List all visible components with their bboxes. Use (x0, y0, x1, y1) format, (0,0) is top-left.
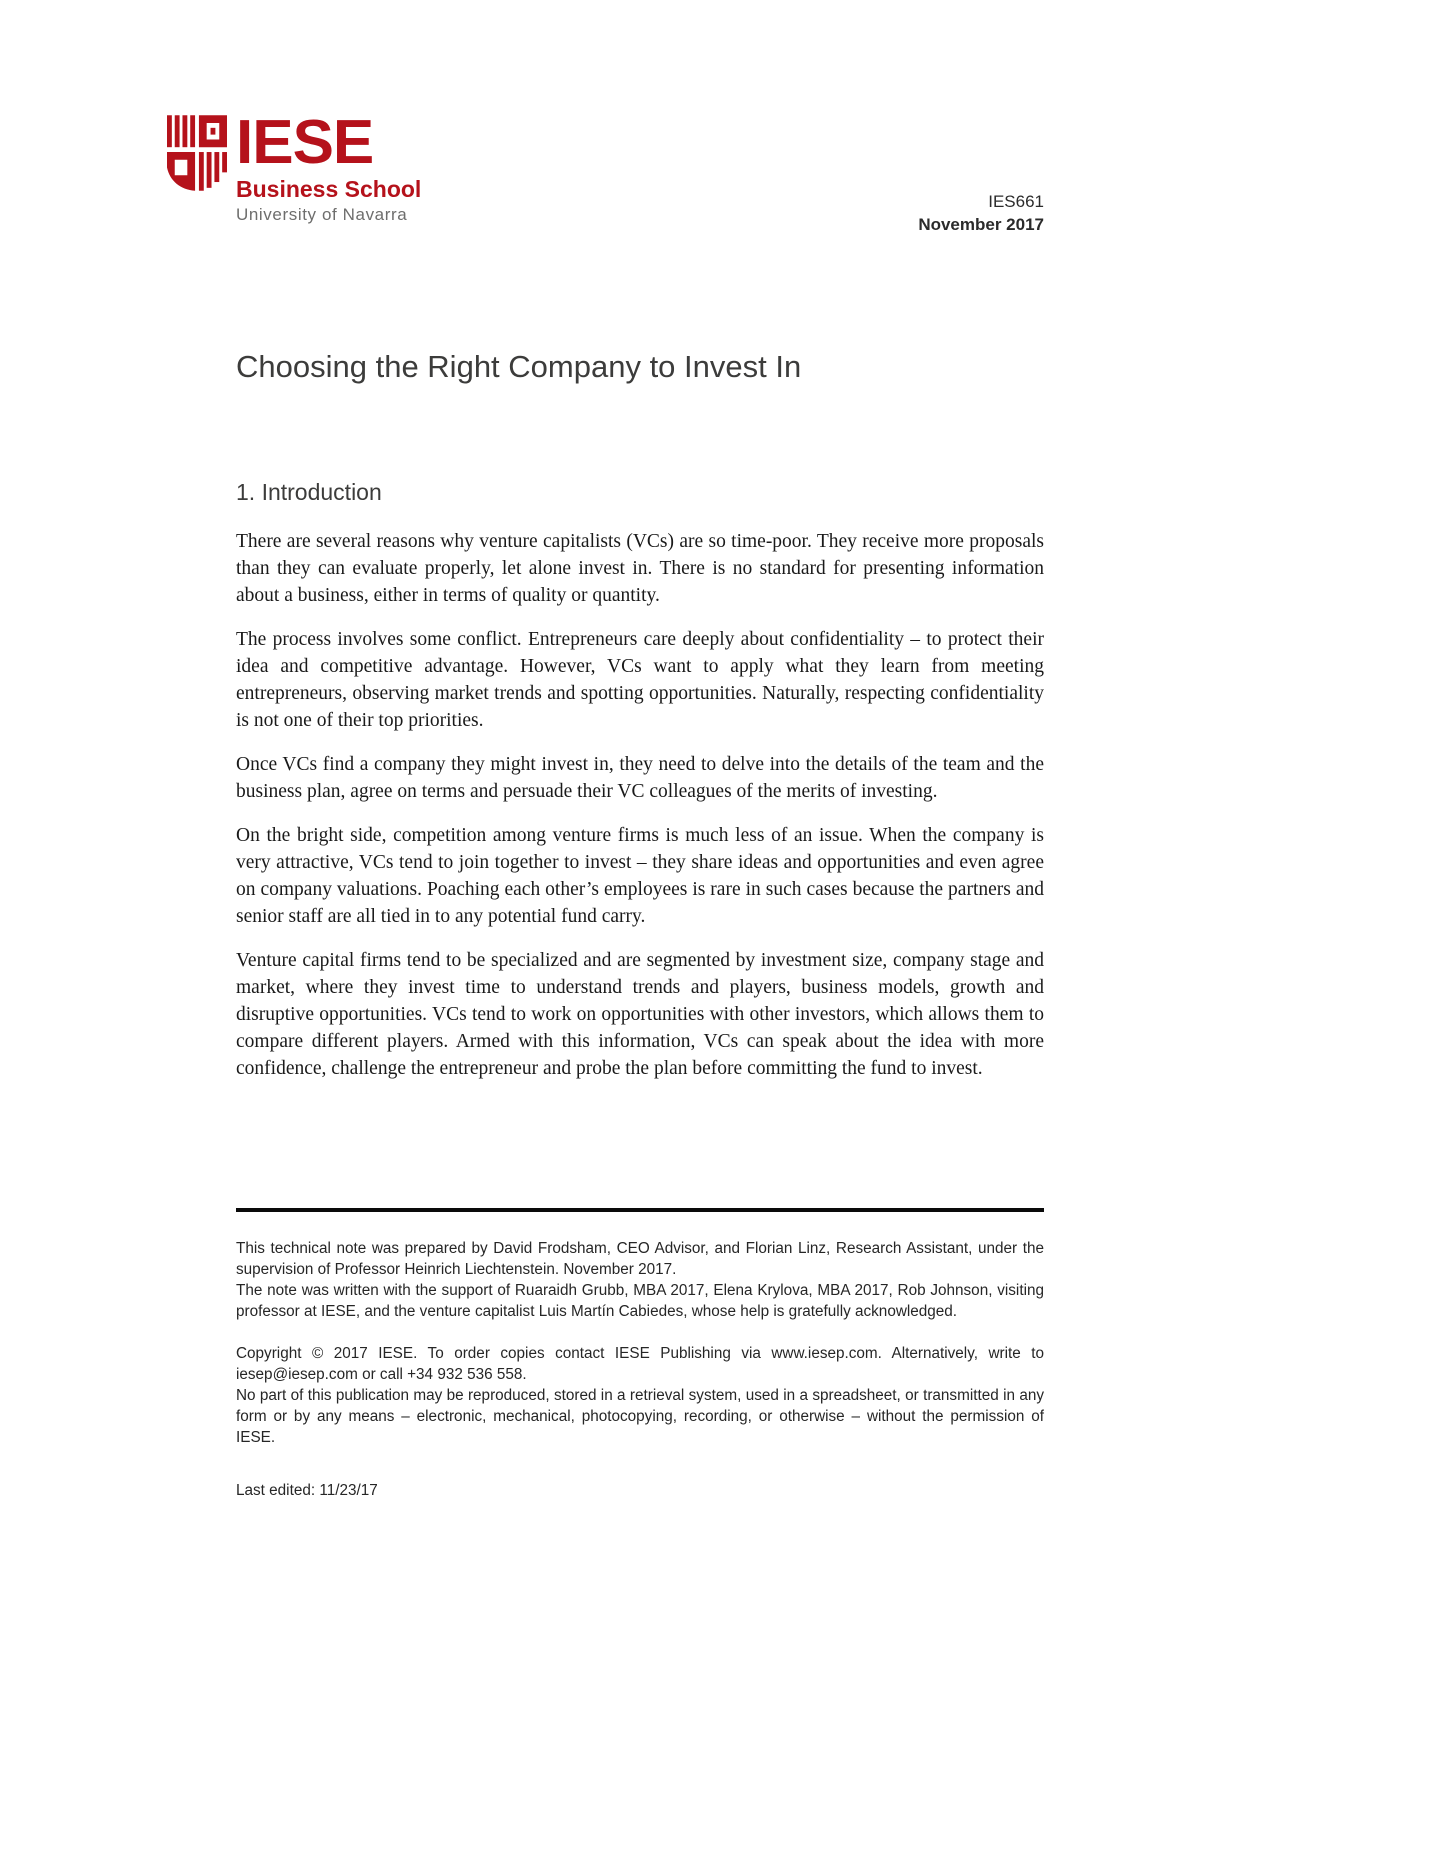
doc-date: November 2017 (918, 215, 1044, 234)
main-content (236, 478, 1044, 1099)
logo-university-of-navarra: University of Navarra (236, 205, 408, 224)
intro-paragraph-2: The process involves some conflict. Entrepreneurs care deeply about confidentiality – to protect their idea and competitive advantage. However, VCs want to apply what they learn from meeting entrepreneurs, observing market trends and spotting opportunities. Naturally, respecting confidentiality is not one of their top priorities. (236, 629, 1044, 731)
iese-shield-icon (167, 114, 227, 197)
logo-wordmark: IESE (236, 108, 374, 177)
page-title: Choosing the Right Company to Invest In (236, 349, 802, 384)
intro-paragraph-5: Venture capital firms tend to be specialized and are segmented by investment size, company stage and market, where they invest time to understand trends and players, business models, growth and disruptive opportunities. VCs tend to work on opportunities with other investors, which allows them to compare different players. Armed with this information, VCs can speak about the idea with more confidence, challenge the entrepreneur and probe the plan before committing the fund to invest. (236, 950, 1044, 1079)
footnote-copyright: Copyright © 2017 IESE. To order copies contact IESE Publishing via www.iesep.com. Alternatively, write to iesep@iesep.com or call +34 932 536 558. (236, 1345, 1044, 1383)
intro-paragraph-1: There are several reasons why venture capitalists (VCs) are so time-poor. They receive more proposals than they can evaluate properly, let alone invest in. There is no standard for presenting information about a business, either in terms of quality or quantity. (236, 531, 1044, 606)
section-heading-introduction: 1. Introduction (236, 479, 382, 505)
logo-business-school: Business School (236, 176, 422, 202)
footnote-last-edited: Last edited: 11/23/17 (236, 1482, 378, 1499)
footnote-credits-1: This technical note was prepared by David Frodsham, CEO Advisor, and Florian Linz, Research Assistant, under the supervision of Professor Heinrich Liechtenstein. November 2017. (236, 1240, 1044, 1278)
footnote-credits-2: The note was written with the support of Ruaraidh Grubb, MBA 2017, Elena Krylova, MBA 2017, Rob Johnson, visiting professor at IESE, and the venture capitalist Luis Martín Cabiedes, whose help is gratefully acknowledged. (236, 1282, 1044, 1320)
intro-paragraph-3: Once VCs find a company they might invest in, they need to delve into the details of the team and the business plan, agree on terms and persuade their VC colleagues of the merits of investing. (236, 754, 1044, 802)
footnote-section (236, 1208, 1044, 1501)
doc-code: IES661 (988, 192, 1044, 211)
footnote-rights: No part of this publication may be reproduced, stored in a retrieval system, used in a spreadsheet, or transmitted in any form or by any means – electronic, mechanical, photocopying, recording, or otherwise – without the permission of IESE. (236, 1387, 1044, 1446)
doc-meta (236, 190, 1044, 236)
intro-paragraph-4: On the bright side, competition among venture firms is much less of an issue. When the company is very attractive, VCs tend to join together to invest – they share ideas and opportunities and even agree on company valuations. Poaching each other’s employees is rare in such cases because the partners and senior staff are all tied in to any potential fund carry. (236, 825, 1044, 927)
footnote-divider (236, 1208, 1044, 1212)
